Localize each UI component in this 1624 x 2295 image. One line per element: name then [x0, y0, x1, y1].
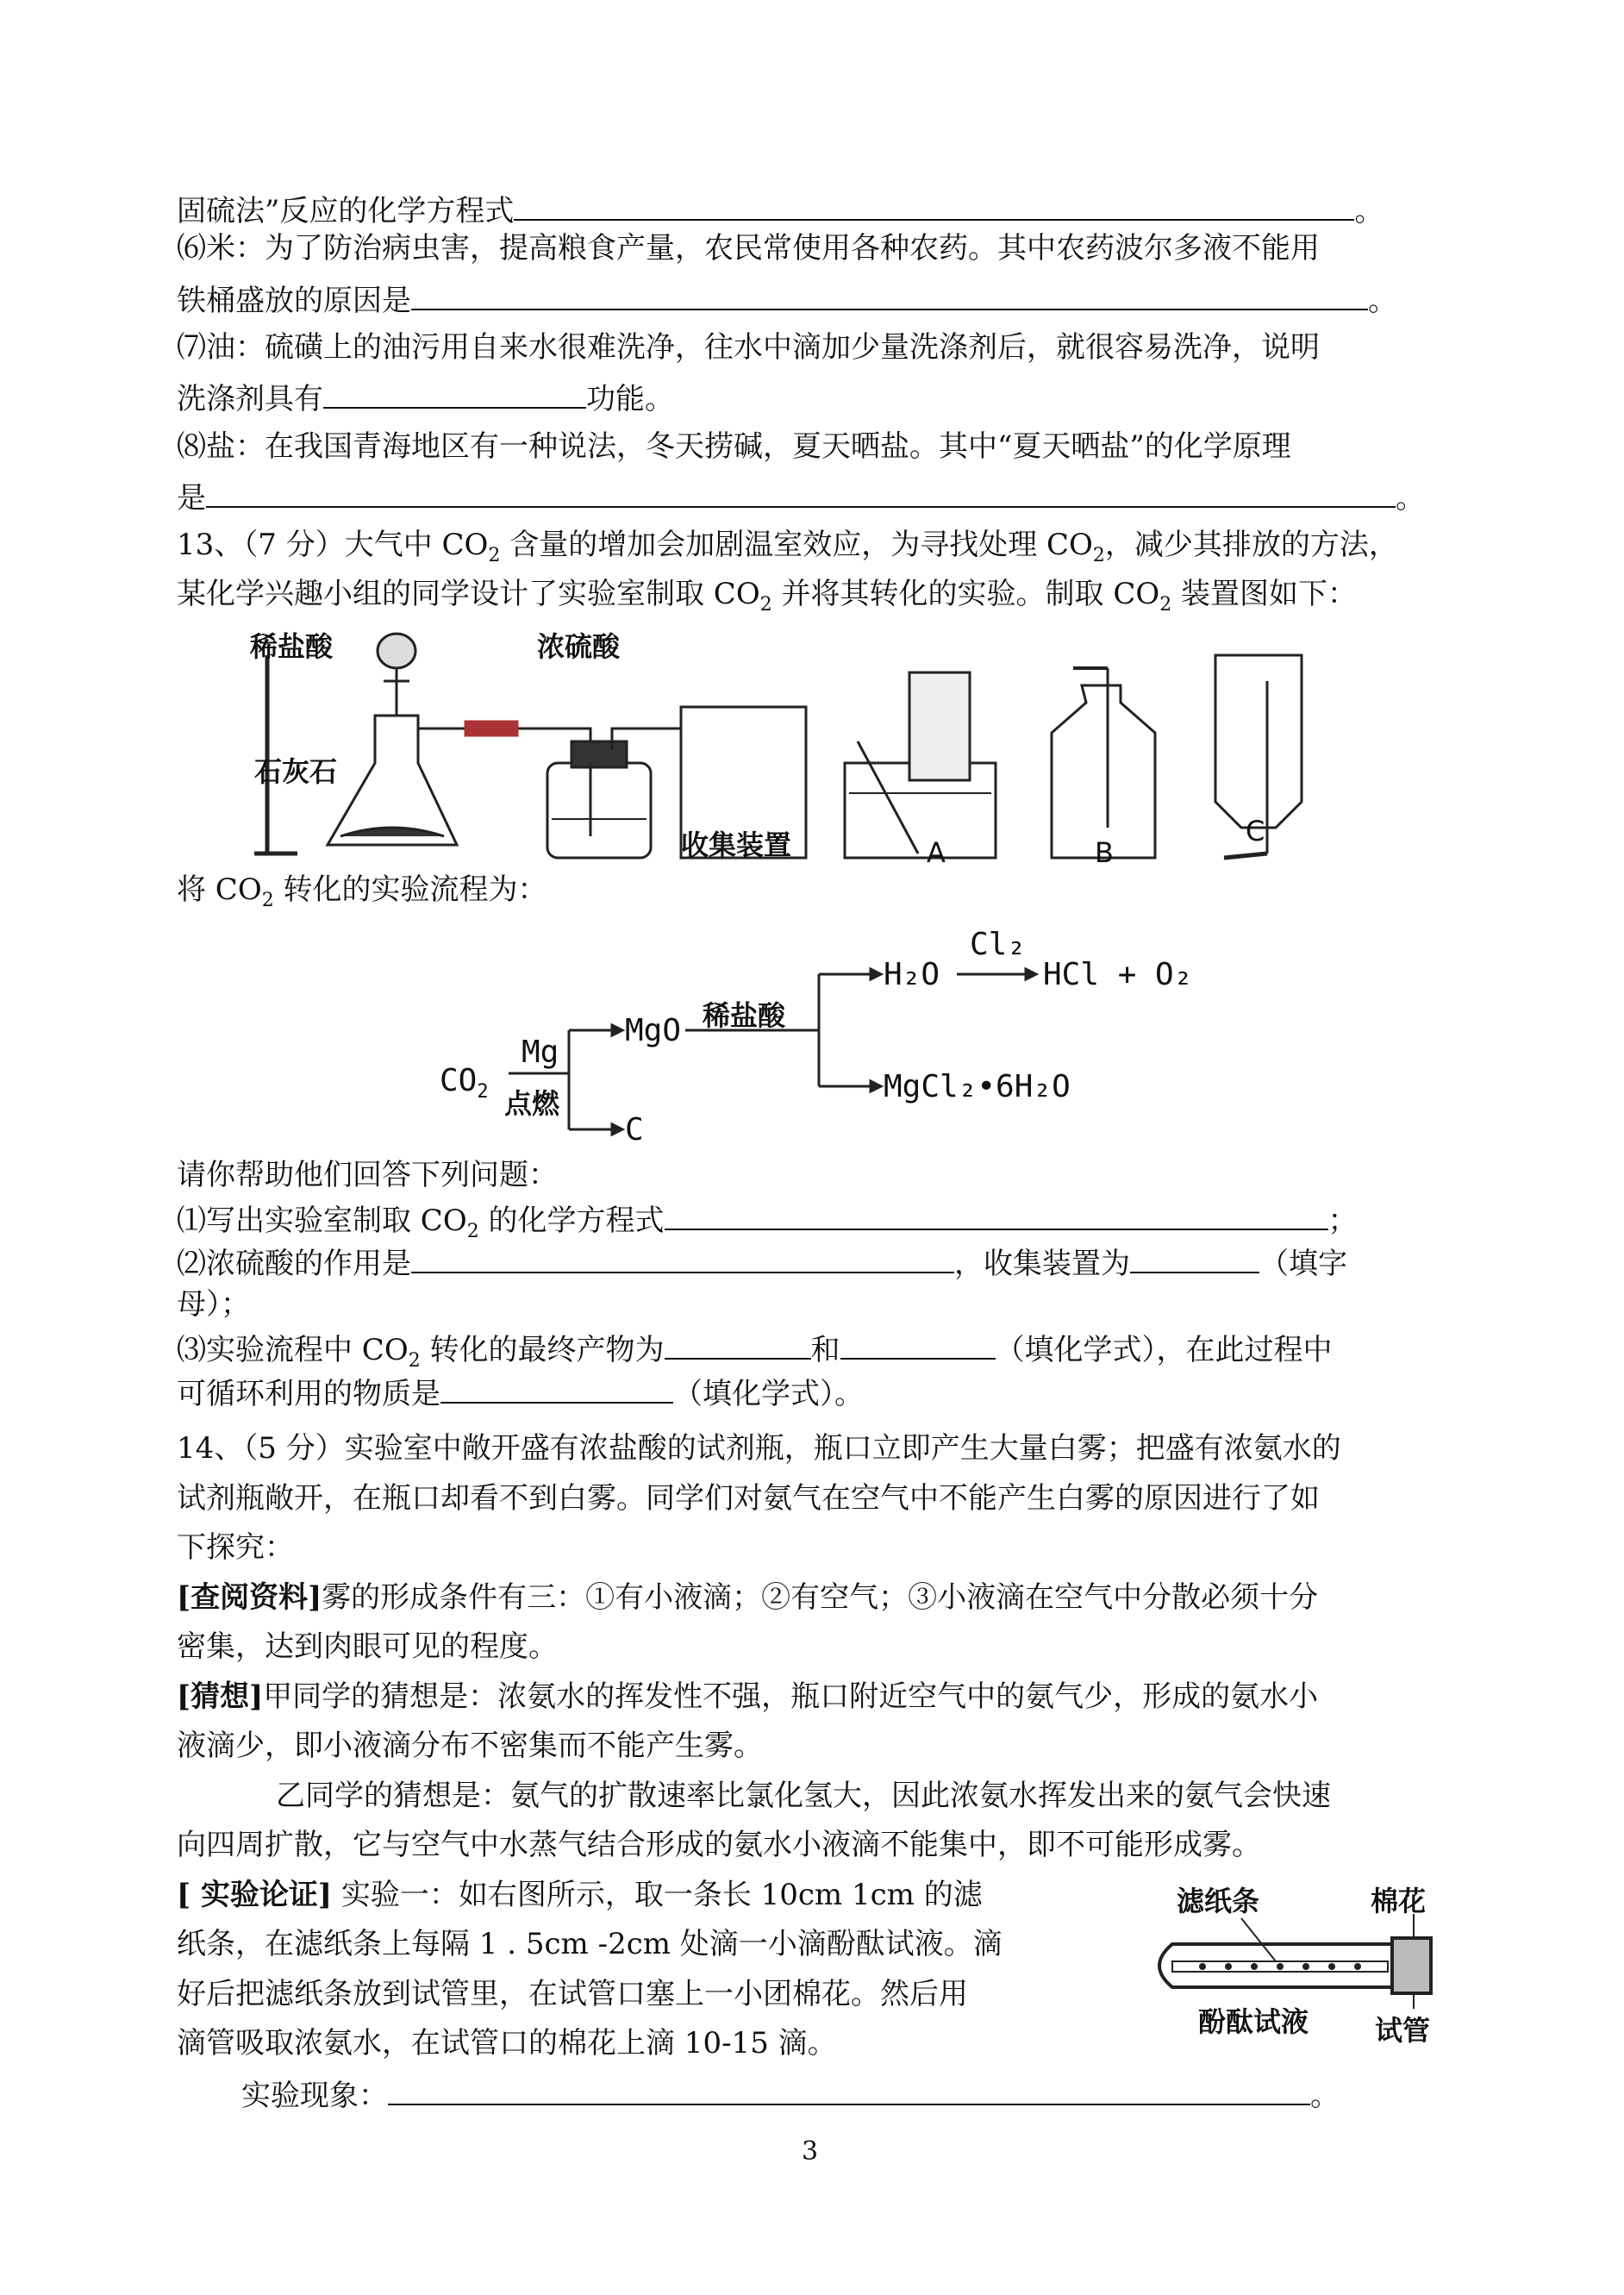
- experiment-line-1: [ 实验论证] 实验一：如右图所示，取一条长 10cm 1cm 的滤: [177, 1878, 983, 1912]
- label-filter-strip: 滤纸条: [1177, 1885, 1260, 1917]
- answer-blank[interactable]: [411, 281, 1368, 310]
- page-number: 3: [802, 2136, 819, 2167]
- apparatus-drawing: [246, 621, 1392, 871]
- line-1: 固硫法”反应的化学方程式 。: [177, 191, 1384, 228]
- guess-line-3: 乙同学的猜想是：氨气的扩散速率比氯化氢大，因此浓氨水挥发出来的氨气会快速: [276, 1779, 1331, 1813]
- guess-line-1: [猜想]甲同学的猜想是：浓氨水的挥发性不强，瓶口附近空气中的氨气少，形成的氨水小: [177, 1679, 1319, 1714]
- phenomenon-line: 实验现象： 。: [241, 2076, 1340, 2113]
- answer-3: ⑶实验流程中 $CO_2$ 转化的最终产物为 和 （填化学式），在此过程中: [177, 1330, 1333, 1379]
- answer-blank[interactable]: [665, 1201, 1328, 1230]
- label-dilute-hcl: 稀盐酸: [250, 630, 334, 663]
- line-6: ⑻盐：在我国青海地区有一种说法，冬天捞碱，夏天晒盐。其中“夏天晒盐”的化学原理: [177, 429, 1291, 464]
- phenolphthalein-drops: [1199, 1963, 1361, 1970]
- experiment-line-4: 滴管吸取浓氨水，在试管口的棉花上滴 10-15 滴。: [177, 2026, 837, 2060]
- label-cotton: 棉花: [1371, 1885, 1427, 1917]
- flow-ignite: 点燃: [504, 1087, 560, 1120]
- flow-hcl-o2: HCl + O₂: [1043, 957, 1193, 992]
- line-7: 是 。: [177, 478, 1425, 516]
- answer-blank[interactable]: [840, 1330, 996, 1360]
- flow-cl2: Cl₂: [970, 927, 1027, 962]
- label-b: B: [1095, 836, 1114, 869]
- flow-mgo: MgO: [625, 1013, 682, 1048]
- question-14-line-3: 下探究：: [177, 1530, 294, 1565]
- research-line-2: 密集，达到肉眼可见的程度。: [177, 1629, 558, 1664]
- apparatus-figure: [246, 621, 1392, 871]
- label-limestone: 石灰石: [254, 755, 338, 788]
- flow-h2o: H₂O: [884, 957, 940, 992]
- label-c: C: [1246, 815, 1265, 847]
- research-line-1: [查阅资料]雾的形成条件有三：①有小液滴；②有空气；③小液滴在空气中分散必须十分: [177, 1580, 1319, 1615]
- label-collector: 收集装置: [681, 829, 792, 861]
- question-13-line-2: 某化学兴趣小组的同学设计了实验室制取 $CO_2$ 并将其转化的实验。制取 $CO_2$ 装置图如下：: [177, 577, 1358, 616]
- experiment-line-2: 纸条，在滤纸条上每隔 1 . 5cm -2cm 处滴一小滴酚酞试液。滴: [177, 1927, 1003, 1961]
- answer-1: ⑴写出实验室制取 $CO_2$ 的化学方程式 ；: [177, 1201, 1358, 1249]
- flow-dilute-hcl: 稀盐酸: [703, 999, 786, 1032]
- test-tube-figure: [1138, 1879, 1448, 2052]
- answer-2-cont: 母）；: [177, 1287, 250, 1322]
- flow-co2: $CO_2$: [440, 1063, 489, 1104]
- answer-2: ⑵浓硫酸的作用是 ，收集装置为 （填字: [177, 1244, 1347, 1281]
- answer-blank[interactable]: [514, 191, 1354, 221]
- answer-3-cont: 可循环利用的物质是 （填化学式）。: [177, 1374, 864, 1411]
- label-a: A: [927, 836, 946, 869]
- answer-blank[interactable]: [206, 478, 1396, 508]
- ask-line: 请你帮助他们回答下列问题：: [177, 1158, 558, 1192]
- guess-line-2: 液滴少，即小液滴分布不密集而不能产生雾。: [177, 1729, 763, 1763]
- flow-mgcl2: MgCl₂•6H₂O: [884, 1069, 1071, 1104]
- answer-blank[interactable]: [440, 1374, 673, 1404]
- flow-intro: 将 $CO_2$ 转化的实验流程为：: [177, 872, 547, 911]
- label-conc-h2so4: 浓硫酸: [537, 630, 621, 663]
- line-4: ⑺油：硫磺上的油污用自来水很难洗净，往水中滴加少量洗涤剂后，就很容易洗净，说明: [177, 330, 1320, 365]
- answer-blank[interactable]: [411, 1244, 954, 1273]
- label-test-tube: 试管: [1375, 2014, 1431, 2047]
- answer-blank[interactable]: [323, 379, 586, 409]
- answer-blank[interactable]: [388, 2076, 1310, 2105]
- label-phenolphthalein: 酚酞试液: [1198, 2005, 1309, 2038]
- question-14-line-1: 14、（5 分）实验室中敞开盛有浓盐酸的试剂瓶，瓶口立即产生大量白雾；把盛有浓氨水的: [177, 1431, 1341, 1466]
- guess-line-4: 向四周扩散，它与空气中水蒸气结合形成的氨水小液滴不能集中，即不可能形成雾。: [177, 1828, 1261, 1862]
- question-14-line-2: 试剂瓶敞开，在瓶口却看不到白雾。同学们对氨气在空气中不能产生白雾的原因进行了如: [177, 1481, 1320, 1516]
- answer-blank[interactable]: [1130, 1244, 1259, 1273]
- line-2: ⑹米：为了防治病虫害，提高粮食产量，农民常使用各种农药。其中农药波尔多液不能用: [177, 231, 1320, 266]
- line-5: 洗涤剂具有 功能。: [177, 379, 674, 416]
- flow-c: C: [625, 1112, 644, 1148]
- experiment-line-3: 好后把滤纸条放到试管里，在试管口塞上一小团棉花。然后用: [177, 1977, 968, 2011]
- answer-blank[interactable]: [665, 1330, 811, 1360]
- flow-mg: Mg: [522, 1035, 559, 1070]
- question-13-line-1: 13、（7 分）大气中 $CO_2$ 含量的增加会加剧温室效应，为寻找处理 $CO_2$，减少其排放的方法，: [177, 528, 1398, 566]
- line-3: 铁桶盛放的原因是 。: [177, 281, 1397, 318]
- conversion-flow-diagram: [440, 918, 1215, 1151]
